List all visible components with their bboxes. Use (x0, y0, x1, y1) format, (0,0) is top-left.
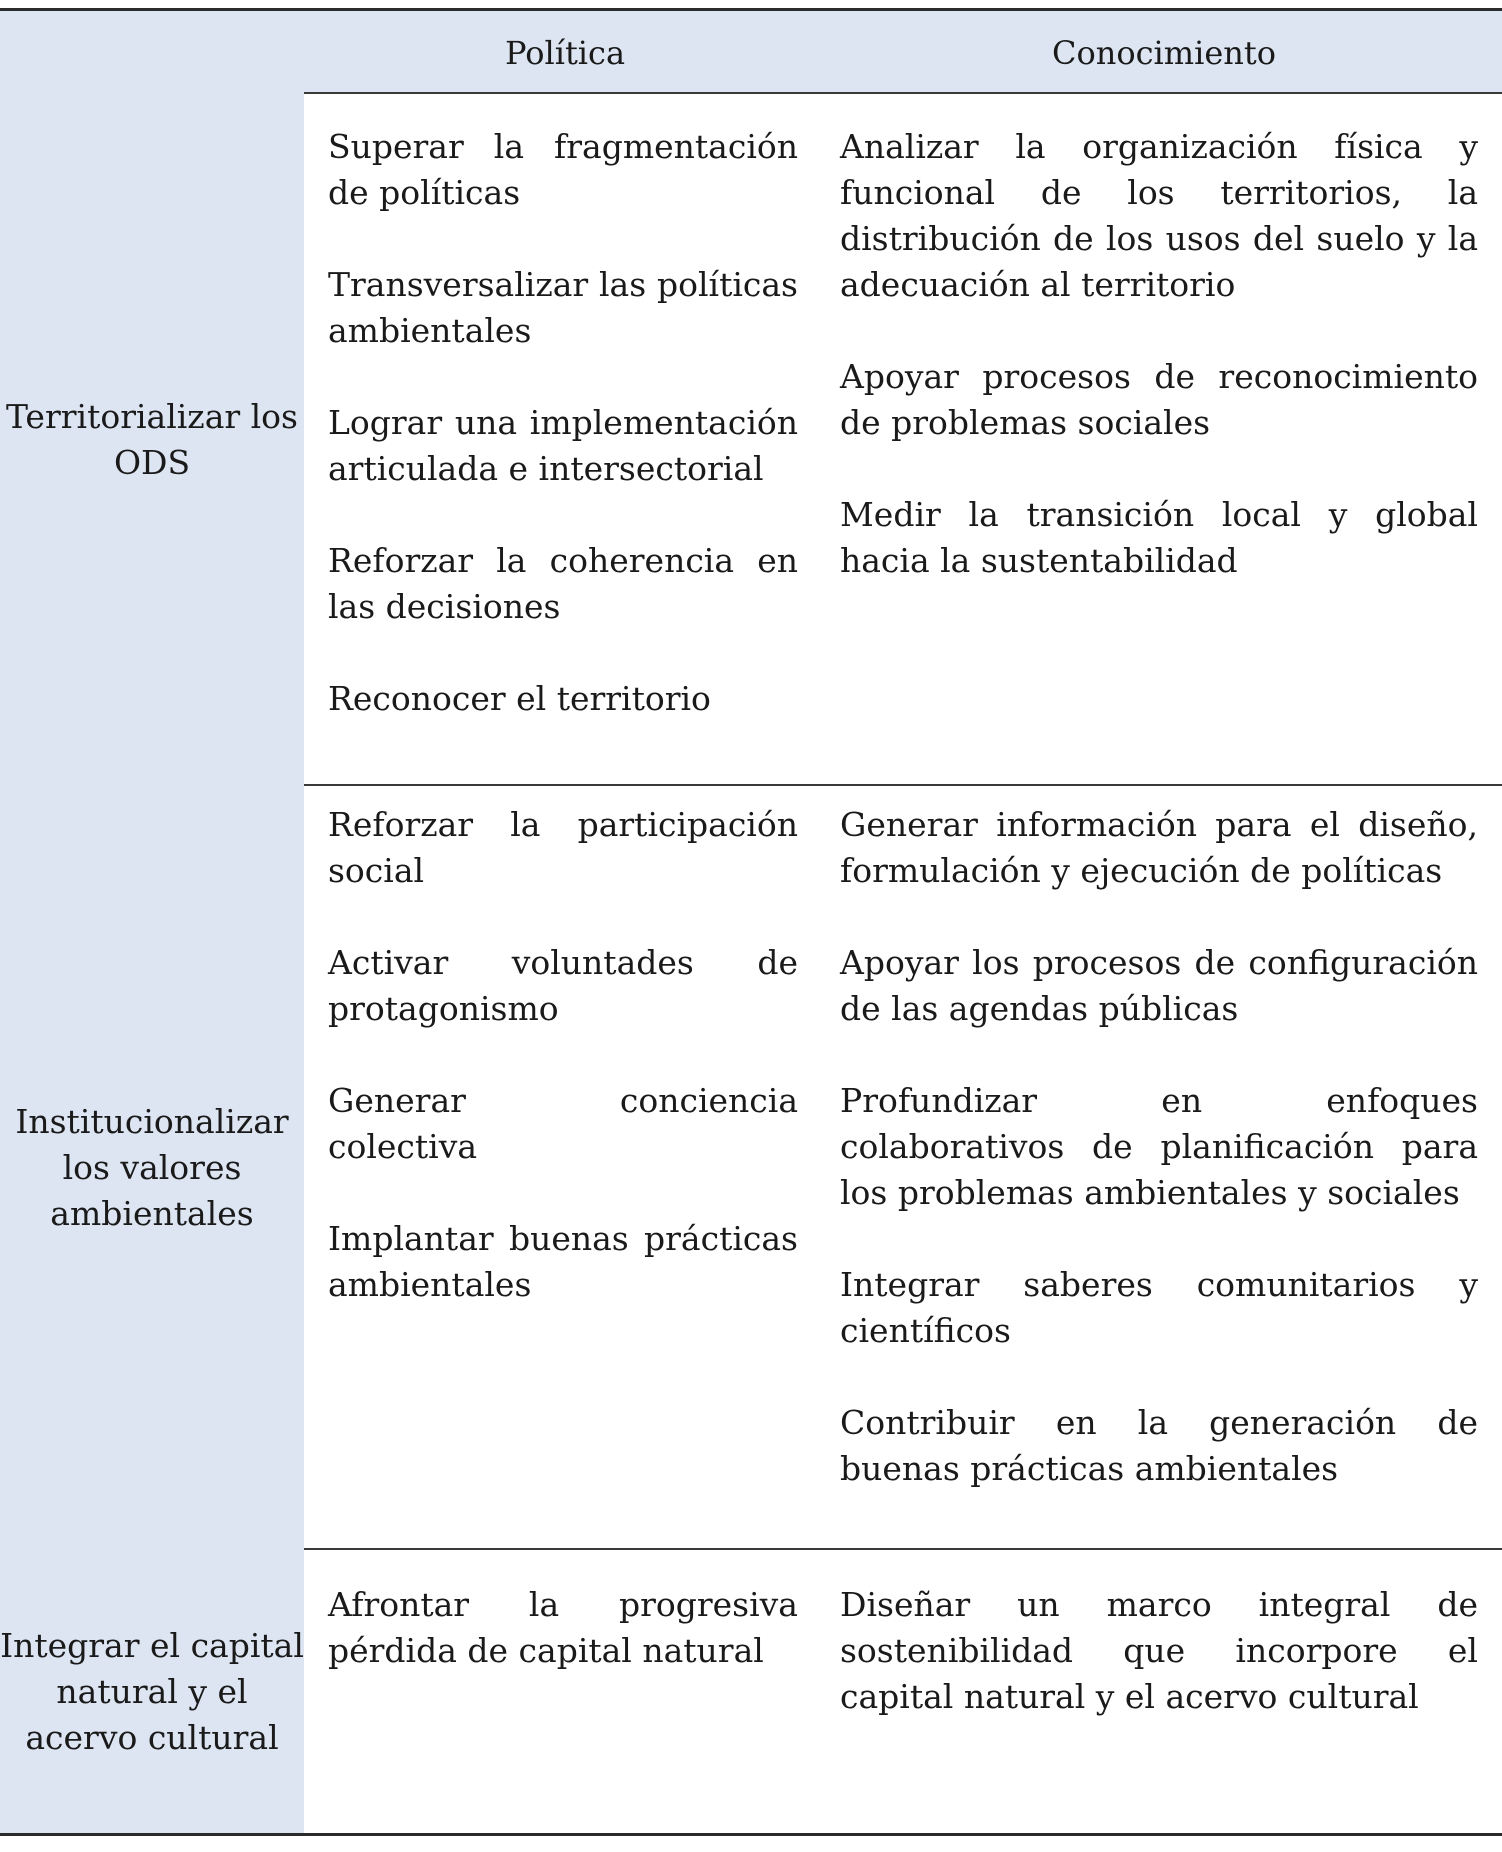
list-item: Apoyar los procesos de configuración de las agendas públicas (840, 943, 1478, 1028)
row-divider (304, 784, 1502, 786)
row-label-territorializar: Territorializar los ODS (5, 397, 298, 482)
row-label-institucionalizar: Institucionalizar los valores ambientales (15, 1102, 289, 1233)
list-item: Reconocer el territorio (328, 679, 711, 718)
header-rule (304, 92, 1502, 94)
row-3-politica-cell (328, 1582, 798, 1674)
row-2-politica-cell (328, 802, 798, 1308)
row-1-politica-cell (328, 124, 798, 722)
list-item: Lograr una implementación articulada e intersectorial (328, 403, 798, 488)
list-item: Diseñar un marco integral de sostenibilidad que incorpore el capital natural y el acervo cultural (840, 1585, 1478, 1716)
column-header-conocimiento: Conocimiento (1051, 33, 1277, 72)
row-1-conocimiento-cell (840, 124, 1478, 584)
row-2-conocimiento-cell (840, 802, 1478, 1492)
list-item: Superar la fragmentación de políticas (328, 127, 798, 212)
list-item: Profundizar en enfoques colaborativos de planificación para los problemas ambientales y sociales (840, 1081, 1478, 1212)
list-item: Activar voluntades de protagonismo (328, 943, 798, 1028)
list-item: Reforzar la participación social (328, 805, 798, 890)
list-item: Apoyar procesos de reconocimiento de problemas sociales (840, 357, 1478, 442)
column-header-politica: Política (504, 33, 626, 72)
list-item: Integrar saberes comunitarios y científicos (840, 1265, 1478, 1350)
list-item: Reforzar la coherencia en las decisiones (328, 541, 798, 626)
objectives-table (0, 8, 1502, 1836)
list-item: Generar conciencia colectiva (328, 1081, 798, 1166)
list-item: Afrontar la progresiva pérdida de capital natural (328, 1585, 798, 1670)
list-item: Medir la transición local y global hacia la sustentabilidad (840, 495, 1478, 580)
list-item: Contribuir en la generación de buenas prácticas ambientales (840, 1403, 1478, 1488)
list-item: Implantar buenas prácticas ambientales (328, 1219, 798, 1304)
list-item: Generar información para el diseño, formulación y ejecución de políticas (840, 805, 1478, 890)
row-label-integrar: Integrar el capital natural y el acervo cultural (0, 1625, 304, 1757)
row-3-conocimiento-cell (840, 1582, 1478, 1720)
list-item: Analizar la organización física y funcional de los territorios, la distribución de los usos del suelo y la adecuación al territorio (840, 127, 1478, 304)
bottom-rule (0, 1833, 1502, 1836)
row-divider (304, 1548, 1502, 1550)
list-item: Transversalizar las políticas ambientales (328, 265, 798, 350)
